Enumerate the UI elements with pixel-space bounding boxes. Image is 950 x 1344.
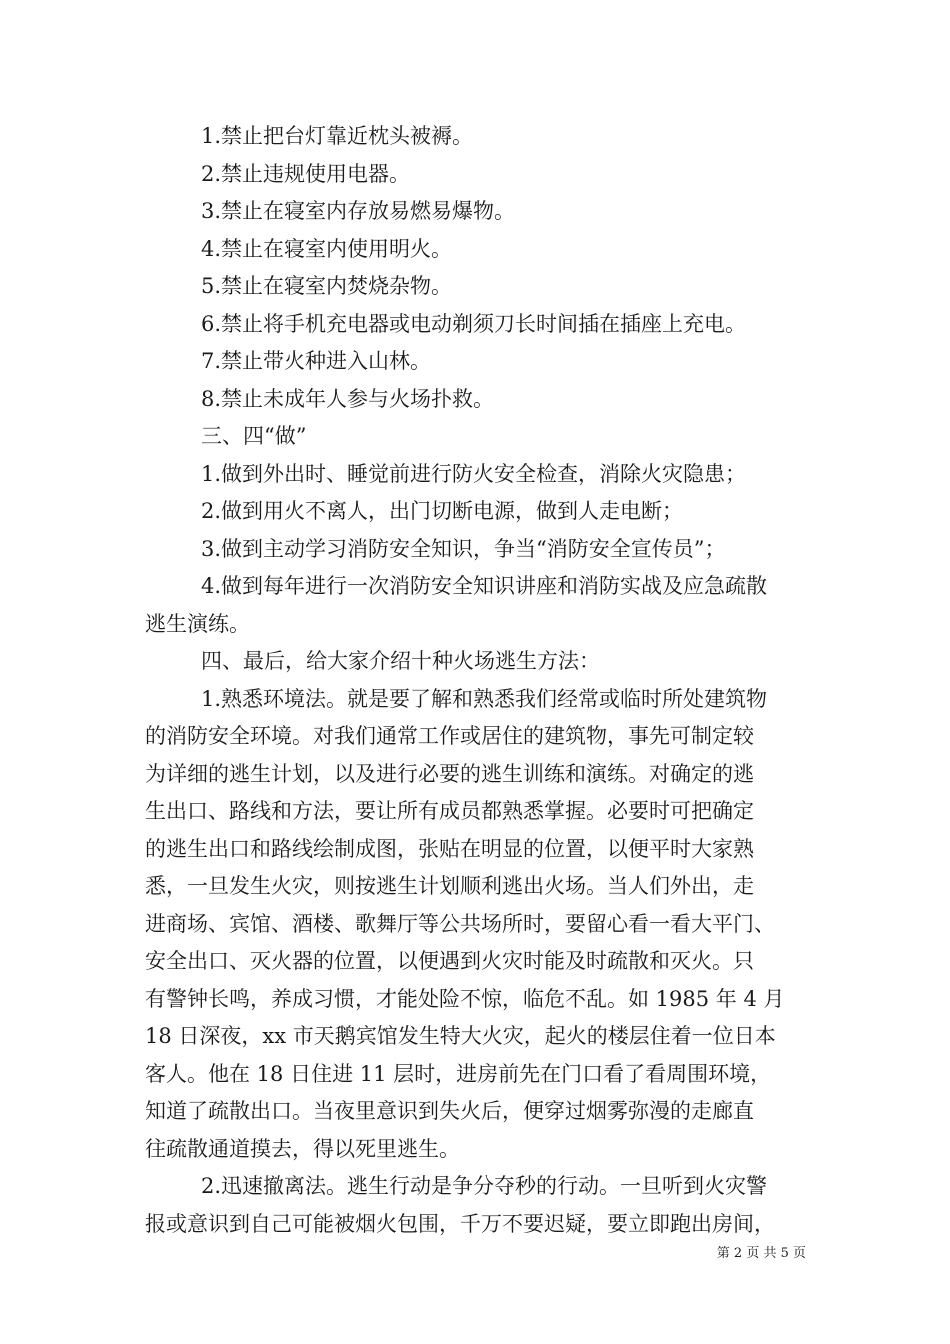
- method-1-line: 的消防安全环境。对我们通常工作或居住的建筑物，事先可制定较: [145, 724, 754, 748]
- method-2-line: 报或意识到自己可能被烟火包围，千万不要迟疑，要立即跑出房间，: [145, 1211, 775, 1236]
- method-2-line: 2.迅速撤离法。逃生行动是争分夺秒的行动。一旦听到火灾警: [201, 1174, 768, 1198]
- do-line-2: 2.做到用火不离人，出门切断电源，做到人走电断；: [201, 499, 684, 523]
- rule-line-1: 1.禁止把台灯靠近枕头被褥。: [201, 124, 474, 148]
- do-line-4: 4.做到每年进行一次消防安全知识讲座和消防实战及应急疏散: [201, 574, 768, 598]
- rule-line-5: 5.禁止在寝室内焚烧杂物。: [201, 274, 453, 298]
- method-1-line: 生出口、路线和方法，要让所有成员都熟悉掌握。必要时可把确定: [145, 799, 754, 823]
- rule-line-6: 6.禁止将手机充电器或电动剃须刀长时间插在插座上充电。: [201, 311, 747, 336]
- section-heading-three: 三、四“做”: [201, 424, 307, 448]
- method-1-line: 有警钟长鸣，养成习惯，才能处险不惊，临危不乱。如 1985 年 4 月: [145, 986, 785, 1011]
- method-1-line: 知道了疏散出口。当夜里意识到失火后，便穿过烟雾弥漫的走廊直: [145, 1099, 754, 1123]
- method-1-line: 悉，一旦发生火灾，则按逃生计划顺利逃出火场。当人们外出，走: [145, 874, 754, 898]
- method-1-line: 18 日深夜，xx 市天鹅宾馆发生特大火灾，起火的楼层住着一位日本: [145, 1024, 776, 1048]
- method-1-line: 为详细的逃生计划，以及进行必要的逃生训练和演练。对确定的逃: [145, 761, 754, 786]
- rule-line-8: 8.禁止未成年人参与火场扑救。: [201, 386, 495, 411]
- page-number-footer: 第 2 页 共 5 页: [716, 1246, 806, 1261]
- document-body: [145, 118, 830, 1243]
- method-1-line: 往疏散通道摸去，得以死里逃生。: [145, 1136, 460, 1161]
- method-1-line: 客人。他在 18 日住进 11 层时，进房前先在门口看了看周围环境，: [145, 1061, 772, 1086]
- rule-line-4: 4.禁止在寝室内使用明火。: [201, 236, 453, 261]
- rule-line-7: 7.禁止带火种进入山林。: [201, 349, 432, 373]
- do-line-4-continued: 逃生演练。: [145, 611, 250, 636]
- do-line-1: 1.做到外出时、睡觉前进行防火安全检查，消除火灾隐患；: [201, 461, 747, 486]
- method-1-line: 的逃生出口和路线绘制成图，张贴在明显的位置，以便平时大家熟: [145, 836, 754, 861]
- rule-line-2: 2.禁止违规使用电器。: [201, 161, 411, 186]
- section-heading-four: 四、最后，给大家介绍十种火场逃生方法：: [201, 649, 600, 673]
- do-line-3: 3.做到主动学习消防安全知识，争当“消防安全宣传员”；: [201, 536, 726, 561]
- method-1-line: 1.熟悉环境法。就是要了解和熟悉我们经常或临时所处建筑物: [201, 686, 768, 711]
- method-1-line: 进商场、宾馆、酒楼、歌舞厅等公共场所时，要留心看一看大平门、: [145, 911, 775, 936]
- method-1-line: 安全出口、灭火器的位置，以便遇到火灾时能及时疏散和灭火。只: [145, 949, 754, 973]
- rule-line-3: 3.禁止在寝室内存放易燃易爆物。: [201, 199, 516, 223]
